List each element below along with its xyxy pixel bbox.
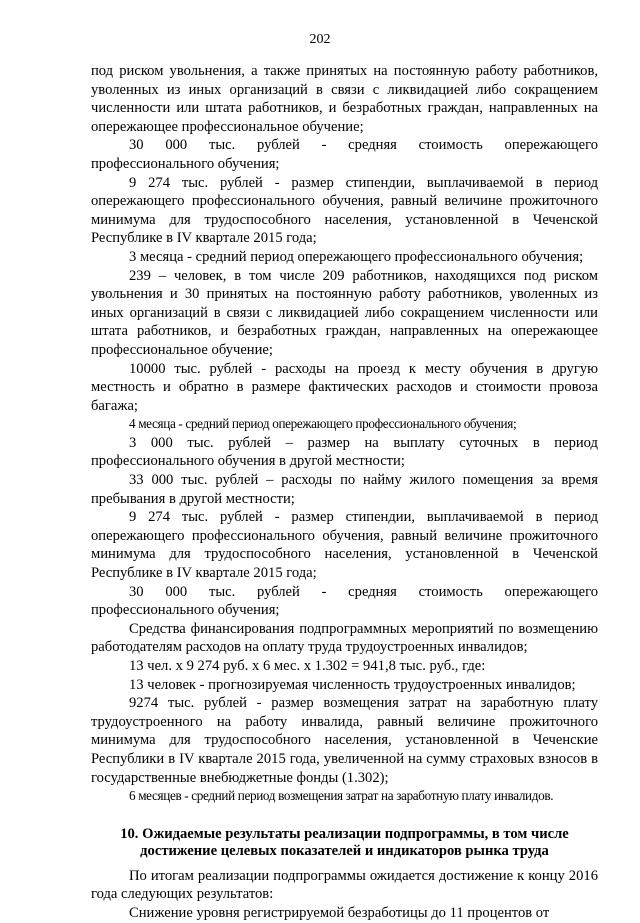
paragraph-5: 239 – человек, в том числе 209 работников, находящихся под риском увольнения и 30 принятых на постоянную работу работников, уволенных из иных организаций в связи с ликвидацией либо сокращением численности или штата работников, и безработных граждан, направленных на опережающее профессиональное обучение; [91,267,598,358]
paragraph-15: 9274 тыс. рублей - размер возмещения затрат на заработную плату трудоустроенного на работу инвалида, равный величине прожиточного минимума для трудоспособного населения, установленной в Чеченские Республики в IV квартале 2015 года, увеличенной на сумму страховых взносов в государственные внебюджетные фонды (1.302); [91,695,598,786]
paragraph-10: 9 274 тыс. рублей - размер стипендии, выплачиваемой в период опережающего профессионального обучения, равный величине прожиточного минимума для трудоспособного населения, установленной в Чеченской Республике в IV квартале 2015 года; [91,509,598,582]
paragraph-7: 4 месяца - средний период опережающего профессионального обучения; [129,416,517,432]
paragraph-2: 30 000 тыс. рублей - средняя стоимость опережающего профессионального обучения; [91,137,598,172]
paragraph-16: 6 месяцев - средний период возмещения затрат на заработную плату инвалидов. [129,788,554,804]
paragraph-11: 30 000 тыс. рублей - средняя стоимость опережающего профессионального обучения; [91,583,598,619]
closing-paragraph-1: По итогам реализации подпрограммы ожидается достижение к концу 2016 года следующих результатов: [91,867,598,903]
page-number: 202 [309,32,331,47]
section-heading: 10. Ожидаемые результаты реализации подпрограммы, в том числе достижение целевых показателей и индикаторов рынка труда [120,825,569,860]
paragraph-6: 10000 тыс. рублей - расходы на проезд к месту обучения в другую местность и обратно в размере фактических расходов и стоимости провоза багажа; [91,360,598,414]
paragraph-14: 13 человек - прогнозируемая численность трудоустроенных инвалидов; [129,676,576,693]
paragraph-12: Средства финансирования подпрограммных мероприятий по возмещению работодателям расходов на оплату труда трудоустроенных инвалидов; [91,620,598,656]
closing-paragraph-2: Снижение уровня регистрируемой безработицы до 11 процентов от [129,904,550,921]
paragraph-3: 9 274 тыс. рублей - размер стипендии, выплачиваемой в период опережающего профессионального обучения, равный величине прожиточного минимума для трудоспособного населения, установленной в Чеченской Республике в IV квартале 2015 года; [91,174,598,247]
paragraph-8: 3 000 тыс. рублей – размер на выплату суточных в период профессионального обучения в другой местности; [91,434,598,470]
paragraph-1: под риском увольнения, а также принятых на постоянную работу работников, уволенных из иных организаций в связи с ликвидацией либо сокращением численности или штата работников, и безработных граждан, направленных на опережающее профессиональное обучение; [91,63,598,135]
document-body [91,62,598,923]
paragraph-9: 33 000 тыс. рублей – расходы по найму жилого помещения за время пребывания в другой местности; [91,472,598,507]
paragraph-4: 3 месяца - средний период опережающего профессионального обучения; [129,248,584,265]
paragraph-13: 13 чел. х 9 274 руб. х 6 мес. х 1.302 = 941,8 тыс. руб., где: [129,658,486,674]
